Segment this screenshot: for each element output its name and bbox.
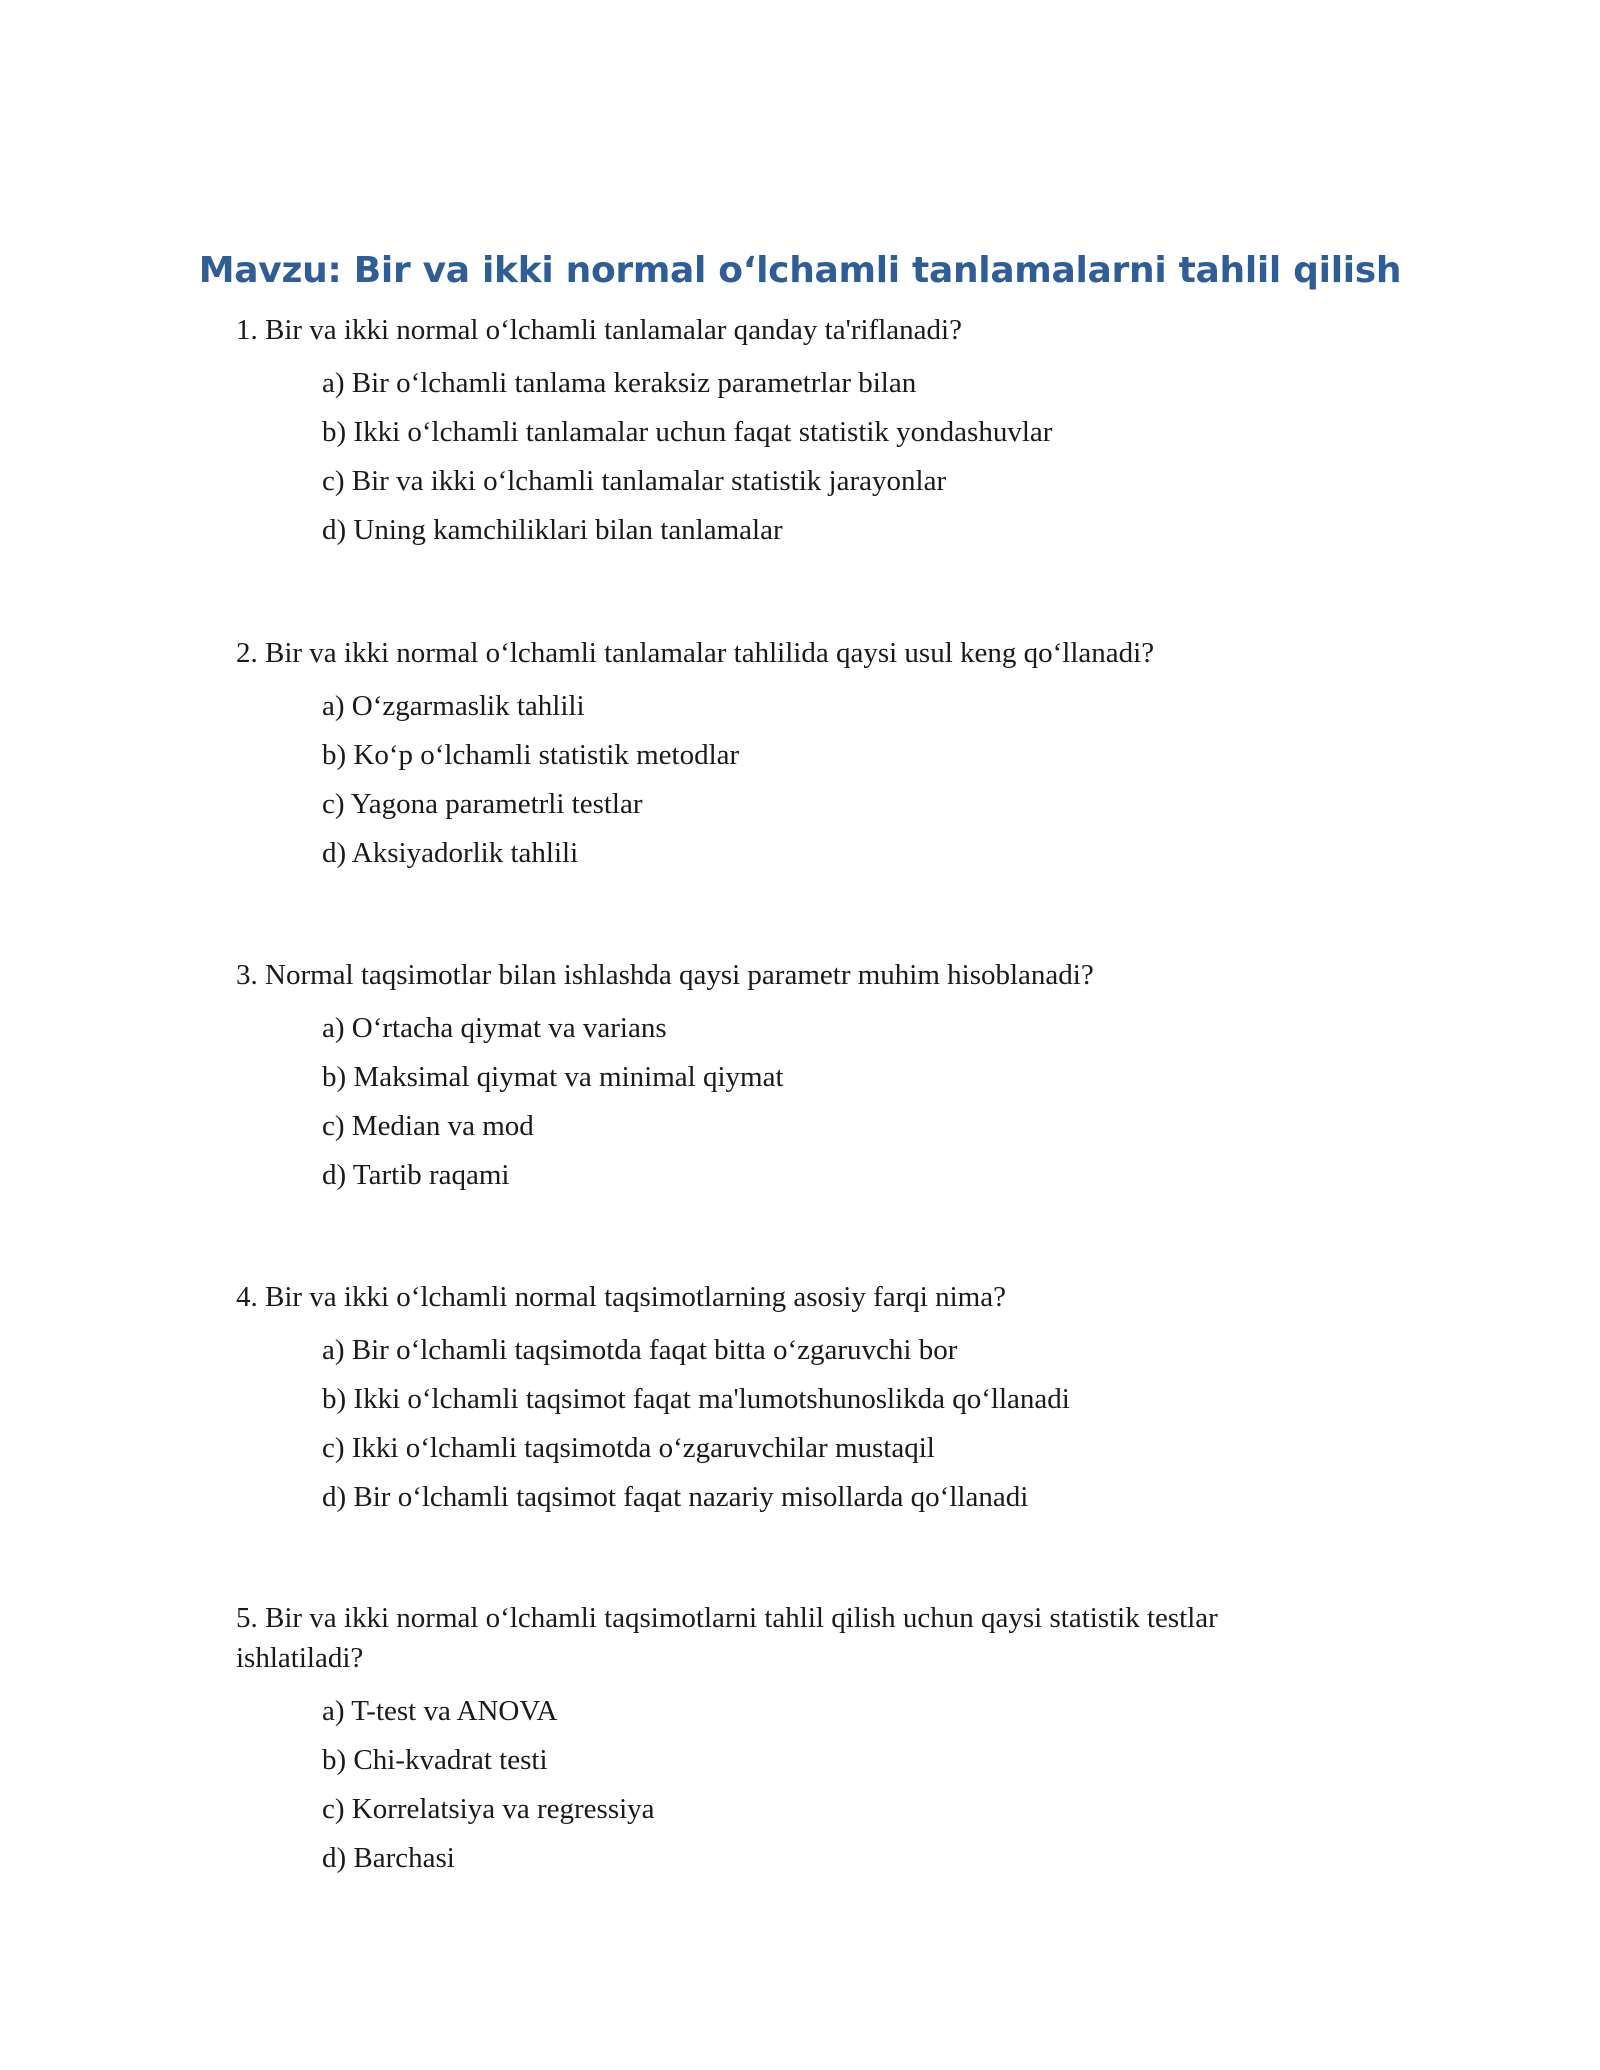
option-c: c) Ikki oʻlchamli taqsimotda oʻzgaruvchilar mustaqil xyxy=(322,1432,935,1464)
option-b: b) Chi-kvadrat testi xyxy=(322,1744,548,1776)
option-d: d) Aksiyadorlik tahlili xyxy=(322,837,579,869)
option-d: d) Tartib raqami xyxy=(322,1159,510,1191)
option-a: a) Bir oʻlchamli tanlama keraksiz parametrlar bilan xyxy=(322,367,917,399)
option-c: c) Korrelatsiya va regressiya xyxy=(322,1793,655,1825)
option-b: b) Ikki oʻlchamli taqsimot faqat ma'lumotshunoslikda qoʻllanadi xyxy=(322,1383,1070,1415)
option-b: b) Koʻp oʻlchamli statistik metodlar xyxy=(322,739,740,771)
answer-options xyxy=(322,686,1346,873)
option-a: a) Oʻrtacha qiymat va varians xyxy=(322,1012,667,1044)
question-text: 5. Bir va ikki normal oʻlchamli taqsimotlarni tahlil qilish uchun qaysi statistik testlar ishlatiladi? xyxy=(236,1602,1218,1674)
answer-options xyxy=(322,1691,1346,1878)
option-c: c) Yagona parametrli testlar xyxy=(322,788,643,820)
option-a: a) Bir oʻlchamli taqsimotda faqat bitta oʻzgaruvchi bor xyxy=(322,1334,958,1366)
question-text: 3. Normal taqsimotlar bilan ishlashda qaysi parametr muhim hisoblanadi? xyxy=(236,959,1094,991)
document-title: Mavzu: Bir va ikki normal oʻlchamli tanlamalarni tahlil qilish xyxy=(198,250,1402,291)
question-text: 1. Bir va ikki normal oʻlchamli tanlamalar qanday ta'riflanadi? xyxy=(236,314,962,346)
question-2 xyxy=(236,633,1346,882)
question-1 xyxy=(236,310,1346,559)
answer-options xyxy=(322,363,1346,550)
option-b: b) Maksimal qiymat va minimal qiymat xyxy=(322,1061,784,1093)
question-5 xyxy=(236,1598,1346,1887)
question-text: 4. Bir va ikki oʻlchamli normal taqsimotlarning asosiy farqi nima? xyxy=(236,1281,1006,1313)
option-a: a) T-test va ANOVA xyxy=(322,1695,558,1727)
option-d: d) Barchasi xyxy=(322,1842,455,1874)
answer-options xyxy=(322,1330,1346,1517)
answer-options xyxy=(322,1008,1346,1195)
option-d: d) Bir oʻlchamli taqsimot faqat nazariy misollarda qoʻllanadi xyxy=(322,1481,1029,1513)
option-c: c) Bir va ikki oʻlchamli tanlamalar statistik jarayonlar xyxy=(322,465,947,497)
option-a: a) Oʻzgarmaslik tahlili xyxy=(322,690,585,722)
option-d: d) Uning kamchiliklari bilan tanlamalar xyxy=(322,514,783,546)
option-c: c) Median va mod xyxy=(322,1110,534,1142)
question-text: 2. Bir va ikki normal oʻlchamli tanlamalar tahlilida qaysi usul keng qoʻllanadi? xyxy=(236,637,1155,669)
question-4 xyxy=(236,1277,1346,1526)
option-b: b) Ikki oʻlchamli tanlamalar uchun faqat statistik yondashuvlar xyxy=(322,416,1053,448)
question-3 xyxy=(236,955,1346,1204)
